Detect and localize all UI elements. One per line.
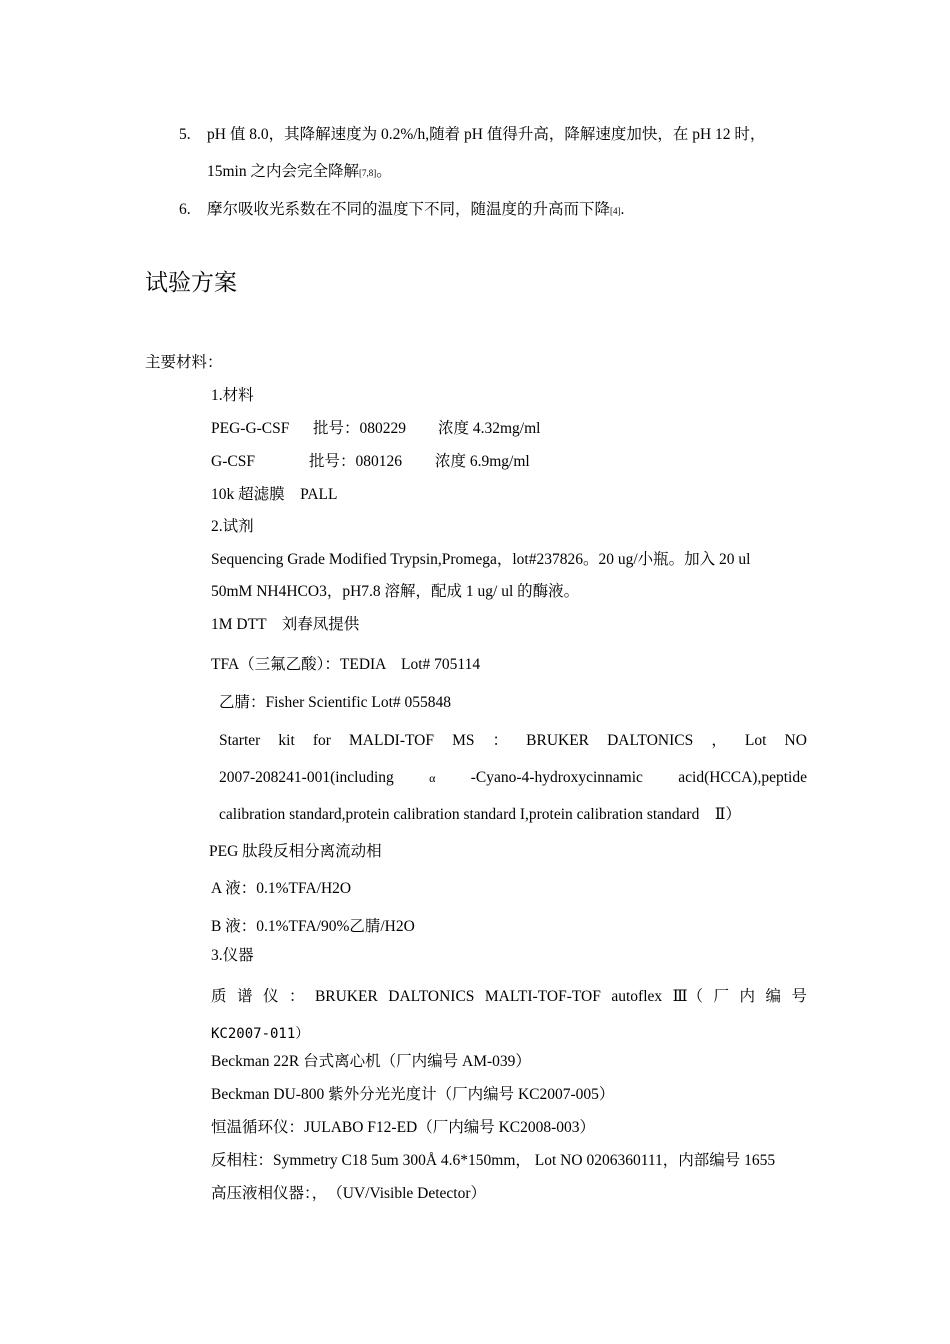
starter-word: 2007-208241-001(including bbox=[219, 769, 394, 786]
mass-spec-line1 bbox=[211, 987, 807, 1007]
gcsf-name: G-CSF bbox=[211, 453, 255, 470]
list-item-5-line1: pH 值 8.0，其降解速度为 0.2%/h,随着 pH 值得升高，降解速度加快，在 pH 12 时， bbox=[207, 126, 766, 143]
gcsf-conc: 浓度 6.9mg/ml bbox=[435, 453, 530, 470]
starter-word: Lot bbox=[744, 732, 767, 749]
list-number-6: 6. bbox=[179, 201, 191, 218]
list-item-5-line2 bbox=[207, 162, 392, 183]
ms-word: 谱 bbox=[236, 988, 253, 1005]
membrane: 10k 超滤膜 PALL bbox=[211, 486, 338, 503]
peg-gcsf-batch: 批号：080229 bbox=[313, 420, 407, 437]
list-item-5-text: 15min 之内会完全降解 bbox=[207, 163, 359, 180]
starter-word: ， bbox=[711, 732, 727, 749]
list-number-5: 5. bbox=[179, 126, 191, 143]
trypsin-line2: 50mM NH4HCO3，pH7.8 溶解，配成 1 ug/ ul 的酶液。 bbox=[211, 583, 580, 600]
reagents-heading: 2.试剂 bbox=[211, 518, 254, 535]
list-item-6-text: 摩尔吸收光系数在不同的温度下不同，随温度的升高而下降 bbox=[207, 201, 611, 218]
ms-word: 质 bbox=[211, 988, 227, 1005]
starter-word: Starter bbox=[219, 732, 261, 749]
solution-b: B 液：0.1%TFA/90%乙腈/H2O bbox=[211, 918, 415, 935]
trypsin-line1: Sequencing Grade Modified Trypsin,Promega，lot#237826。20 ug/小瓶。加入 20 ul bbox=[211, 551, 751, 568]
section-title: 试验方案 bbox=[145, 270, 237, 295]
starter-word: ： bbox=[492, 732, 509, 749]
ms-word: 编 bbox=[765, 988, 782, 1005]
ms-word: 厂 bbox=[713, 988, 730, 1005]
starter-word: MS bbox=[452, 732, 475, 749]
starter-word: for bbox=[312, 732, 331, 749]
alpha-symbol: α bbox=[429, 771, 436, 785]
list-item-6 bbox=[207, 200, 624, 221]
starter-word: NO bbox=[784, 732, 807, 749]
starter-word: MALDI-TOF bbox=[349, 732, 434, 749]
ms-word: 仪 bbox=[262, 988, 279, 1005]
solution-a: A 液：0.1%TFA/H2O bbox=[211, 880, 352, 897]
starter-word: DALTONICS bbox=[607, 732, 694, 749]
materials-heading: 1.材料 bbox=[211, 387, 254, 404]
ms-word: 号 bbox=[791, 988, 807, 1005]
citation-ref: [4] bbox=[610, 206, 621, 216]
starter-word: BRUKER bbox=[526, 732, 590, 749]
column: 反相柱：Symmetry C18 5um 300Å 4.6*150mm， Lot NO 0206360111，内部编号 1655 bbox=[211, 1152, 776, 1169]
mass-spec-line2: KC2007-011） bbox=[211, 1026, 310, 1042]
ms-word: Ⅲ（ bbox=[672, 988, 704, 1005]
uv-spectrophotometer: Beckman DU-800 紫外分光光度计（厂内编号 KC2007-005） bbox=[211, 1086, 615, 1103]
starter-kit-line1 bbox=[219, 731, 807, 751]
peg-mobile-phase: PEG 肽段反相分离流动相 bbox=[209, 843, 382, 860]
ms-word: MALTI-TOF-TOF bbox=[484, 988, 601, 1005]
dtt: 1M DTT 刘春凤提供 bbox=[211, 616, 360, 633]
starter-word: kit bbox=[278, 732, 295, 749]
hplc: 高压液相仪器：， （UV/Visible Detector） bbox=[211, 1185, 487, 1202]
starter-kit-line2 bbox=[219, 768, 807, 788]
peg-gcsf-name: PEG-G-CSF bbox=[211, 420, 290, 437]
tfa: TFA（三氟乙酸）：TEDIA Lot# 705114 bbox=[211, 656, 481, 673]
ms-word: ： bbox=[288, 988, 305, 1005]
ms-word: autoflex bbox=[611, 988, 663, 1005]
circulator: 恒温循环仪：JULABO F12-ED（厂内编号 KC2008-003） bbox=[211, 1119, 596, 1136]
list-item-5-end: 。 bbox=[376, 163, 392, 180]
starter-kit-line3: calibration standard,protein calibration standard I,protein calibration standard Ⅱ） bbox=[219, 806, 741, 823]
ms-word: BRUKER bbox=[314, 988, 378, 1005]
gcsf-batch: 批号：080126 bbox=[309, 453, 403, 470]
ms-word: DALTONICS bbox=[388, 988, 475, 1005]
instruments-heading: 3.仪器 bbox=[211, 947, 254, 964]
ms-word: 内 bbox=[739, 988, 756, 1005]
starter-word: -Cyano-4-hydroxycinnamic bbox=[470, 769, 643, 786]
peg-gcsf-conc: 浓度 4.32mg/ml bbox=[438, 420, 541, 437]
centrifuge: Beckman 22R 台式离心机（厂内编号 AM-039） bbox=[211, 1053, 531, 1070]
list-item-6-end: . bbox=[620, 201, 625, 218]
starter-word: acid(HCCA),peptide bbox=[678, 769, 807, 786]
acetonitrile: 乙腈：Fisher Scientific Lot# 055848 bbox=[219, 694, 452, 711]
main-materials-label: 主要材料： bbox=[145, 354, 223, 371]
citation-ref: [7,8] bbox=[359, 168, 377, 178]
